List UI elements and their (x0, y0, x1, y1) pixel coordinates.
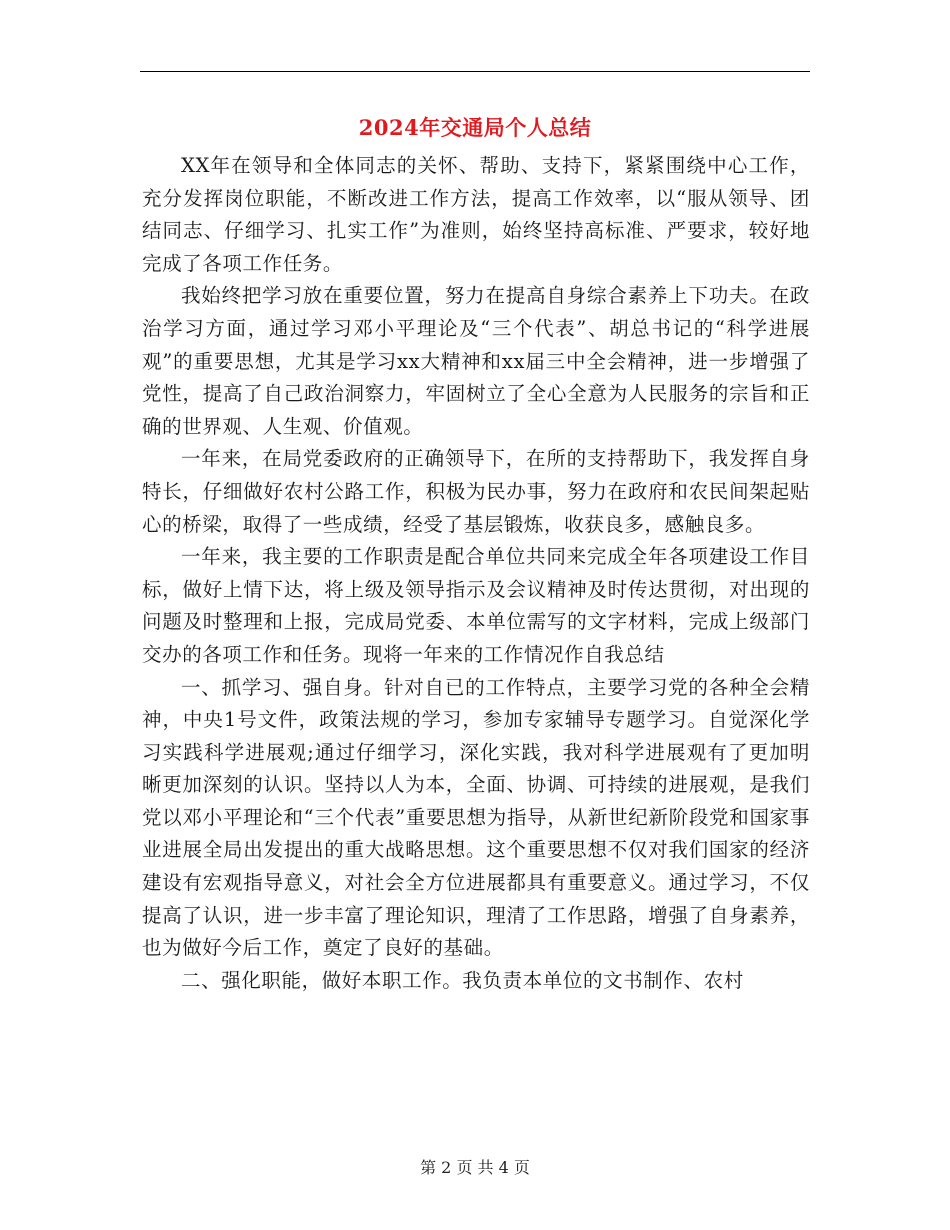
paragraph-year-review: 一年来，在局党委政府的正确领导下，在所的支持帮助下，我发挥自身特长，仔细做好农村公路工作，积极为民办事，努力在政府和农民间架起贴心的桥梁，取得了一些成绩，经受了基层锻炼，收获良多，感触良多。 (142, 447, 810, 536)
paragraph-duties: 一年来，我主要的工作职责是配合单位共同来完成全年各项建设工作目标，做好上情下达，将上级及领导指示及会议精神及时传达贯彻，对出现的问题及时整理和上报，完成局党委、本单位需写的文字材料，完成上级部门交办的各项工作和任务。现将一年来的工作情况作自我总结 (142, 545, 810, 666)
paragraph-study: 我始终把学习放在重要位置，努力在提高自身综合素养上下功夫。在政治学习方面，通过学习邓小平理论及“三个代表”、胡总书记的“科学进展观”的重要思想，尤其是学习xx大精神和xx届三中全会精神，进一步增强了党性，提高了自己政治洞察力，牢固树立了全心全意为人民服务的宗旨和正确的世界观、人生观、价值观。 (142, 284, 810, 438)
footer-suffix: 页 (513, 1158, 530, 1177)
paragraph-intro: XX年在领导和全体同志的关怀、帮助、支持下，紧紧围绕中心工作，充分发挥岗位职能，不断改进工作方法，提高工作效率，以“服从领导、团结同志、仔细学习、扎实工作”为准则，始终坚持高标准、严要求，较好地完成了各项工作任务。 (142, 154, 810, 275)
header-rule (140, 71, 810, 72)
paragraph-section-one: 一、抓学习、强自身。针对自已的工作特点，主要学习党的各种全会精神，中央1号文件，政策法规的学习，参加专家辅导专题学习。自觉深化学习实践科学进展观;通过仔细学习，深化实践，我对科学进展观有了更加明晰更加深刻的认识。坚持以人为本，全面、协调、可持续的进展观，是我们党以邓小平理论和“三个代表”重要思想为指导，从新世纪新阶段党和国家事业进展全局出发提出的重大战略思想。这个重要思想不仅对我们国家的经济建设有宏观指导意义，对社会全方位进展都具有重要意义。通过学习，不仅提高了认识，进一步丰富了理论知识，理清了工作思路，增强了自身素养，也为做好今后工作，奠定了良好的基础。 (142, 675, 810, 960)
footer-total-pages: 4 (498, 1158, 509, 1177)
page-footer (0, 1155, 950, 1178)
footer-prefix: 第 (420, 1158, 437, 1177)
footer-page-number: 2 (441, 1158, 452, 1177)
paragraph-section-two: 二、强化职能，做好本职工作。我负责本单位的文书制作、农村 (181, 968, 744, 992)
document-body (142, 150, 810, 997)
footer-middle: 页 共 (456, 1158, 494, 1177)
document-title: 2024年交通局个人总结 (358, 115, 592, 140)
